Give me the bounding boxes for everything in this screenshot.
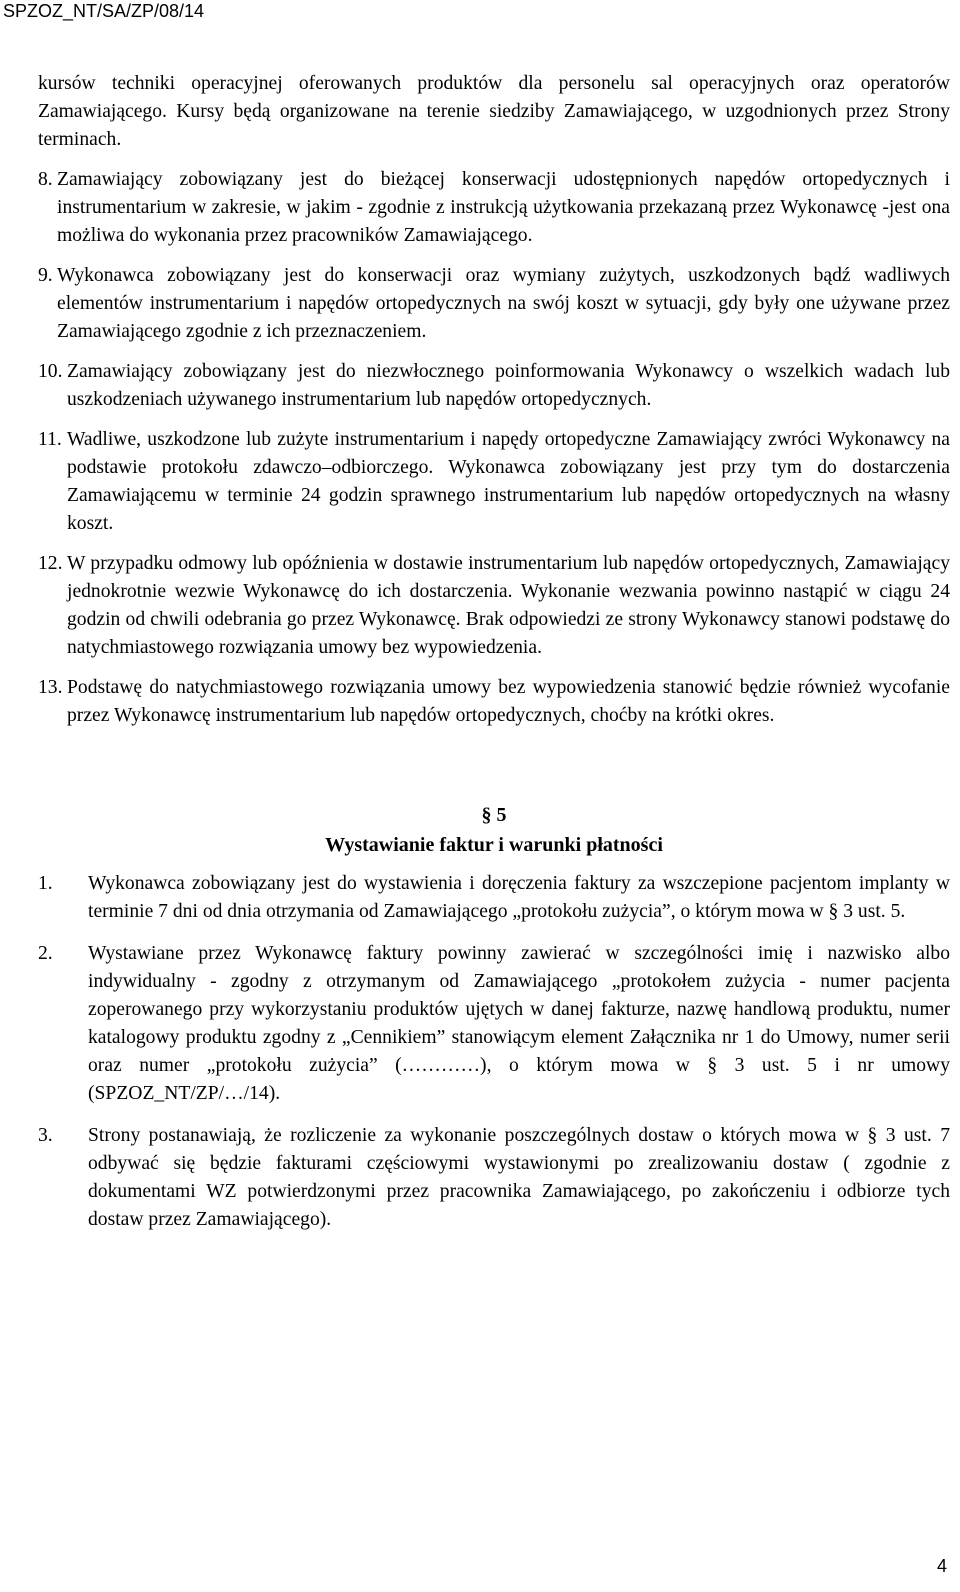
item-number: 2. (38, 943, 53, 964)
item-text: Zamawiający zobowiązany jest do bieżącej konserwacji udostępnionych napędów ortopedycznych i instrumentarium w zakresie, w jakim - zgodnie z instrukcją użytkowania przekazaną przez Wykonawcę -jest ona możliwa do wykonania przez pracowników Zamawiającego. (57, 169, 950, 246)
list-item-8 (38, 166, 950, 250)
list-item-12 (38, 550, 950, 662)
continuation-paragraph: kursów techniki operacyjnej oferowanych produktów dla personelu sal operacyjnych oraz operatorów Zamawiającego. Kursy będą organizowane na terenie siedziby Zamawiającego, w uzgodnionych przez Strony terminach. (38, 73, 950, 150)
section-title: Wystawianie faktur i warunki płatności (325, 834, 663, 856)
item-number: 13. (38, 677, 63, 698)
section-gap (38, 742, 950, 800)
item-number: 11. (38, 429, 62, 450)
item-text: Wykonawca zobowiązany jest do wystawienia i doręczenia faktury za wszczepione pacjentom implanty w terminie 7 dni od dnia otrzymania od Zamawiającego „protokołu zużycia”, o którym mowa w § 3 ust. 5. (88, 873, 950, 922)
item-text: Wykonawca zobowiązany jest do konserwacji oraz wymiany zużytych, uszkodzonych bądź wadliwych elementów instrumentarium i napędów ortopedycznych na swój koszt w sytuacji, gdy były one używane przez Zamawiającego zgodnie z ich przeznaczeniem. (57, 265, 950, 342)
item-number: 10. (38, 361, 63, 382)
list-item-11 (38, 426, 950, 538)
list-item-10 (38, 358, 950, 414)
document-code: SPZOZ_NT/SA/ZP/08/14 (3, 1, 205, 21)
item-text: Podstawę do natychmiastowego rozwiązania umowy bez wypowiedzenia stanowić będzie również wycofanie przez Wykonawcę instrumentarium lub napędów ortopedycznych, choćby na krótki okres. (67, 677, 950, 726)
item-number: 8. (38, 169, 53, 190)
page-number: 4 (936, 1556, 947, 1576)
item-text: Wadliwe, uszkodzone lub zużyte instrumentarium i napędy ortopedyczne Zamawiający zwróci Wykonawcy na podstawie protokołu zdawczo–odbiorczego. Wykonawca zobowiązany jest przy tym do dostarczenia Zamawiającemu w terminie 24 godzin sprawnego instrumentarium lub napędów ortopedycznych na własny koszt. (67, 429, 950, 534)
list-item-13 (38, 674, 950, 730)
item-number: 12. (38, 553, 63, 574)
section-5-list (38, 870, 950, 1234)
item-text: Zamawiający zobowiązany jest do niezwłocznego poinformowania Wykonawcy o wszelkich wadach lub uszkodzeniach używanego instrumentarium lub napędów ortopedycznych. (67, 361, 950, 410)
document-body (38, 70, 950, 1248)
section-item-1 (38, 870, 950, 926)
item-number: 3. (38, 1125, 53, 1146)
section-item-3 (38, 1122, 950, 1234)
item-text: Strony postanawiają, że rozliczenie za wykonanie poszczególnych dostaw o których mowa w § 3 ust. 7 odbywać się będzie fakturami częściowymi wystawionymi po zrealizowaniu dostaw ( zgodnie z dokumentami WZ potwierdzonymi przez pracownika Zamawiającego, po zakończeniu i odbiorze tych dostaw przez Zamawiającego). (88, 1125, 950, 1230)
item-text: Wystawiane przez Wykonawcę faktury powinny zawierać w szczególności imię i nazwisko albo indywidualny - zgodny z otrzymanym od Zamawiającego „protokołem zużycia - numer pacjenta zoperowanego przy wykorzystaniu produktów ujętych w danej fakturze, nazwę handlową produktu, numer katalogowy produktu zgodny z „Cennikiem” stanowiącym element Załącznika nr 1 do Umowy, numer serii oraz numer „protokołu zużycia” (…………), o którym mowa w § 3 ust. 5 i nr umowy (SPZOZ_NT/ZP/…/14). (88, 943, 950, 1104)
item-number: 1. (38, 873, 53, 894)
item-number: 9. (38, 265, 53, 286)
section-number: § 5 (481, 804, 507, 826)
list-item-9 (38, 262, 950, 346)
section-item-2 (38, 940, 950, 1108)
item-text: W przypadku odmowy lub opóźnienia w dostawie instrumentarium lub napędów ortopedycznych, Zamawiający jednokrotnie wezwie Wykonawcę do ich dostarczenia. Wykonanie wezwania powinno nastąpić w ciągu 24 godzin od chwili odebrania go przez Wykonawcę. Brak odpowiedzi ze strony Wykonawcy stanowi podstawę do natychmiastowego rozwiązania umowy bez wypowiedzenia. (67, 553, 950, 658)
